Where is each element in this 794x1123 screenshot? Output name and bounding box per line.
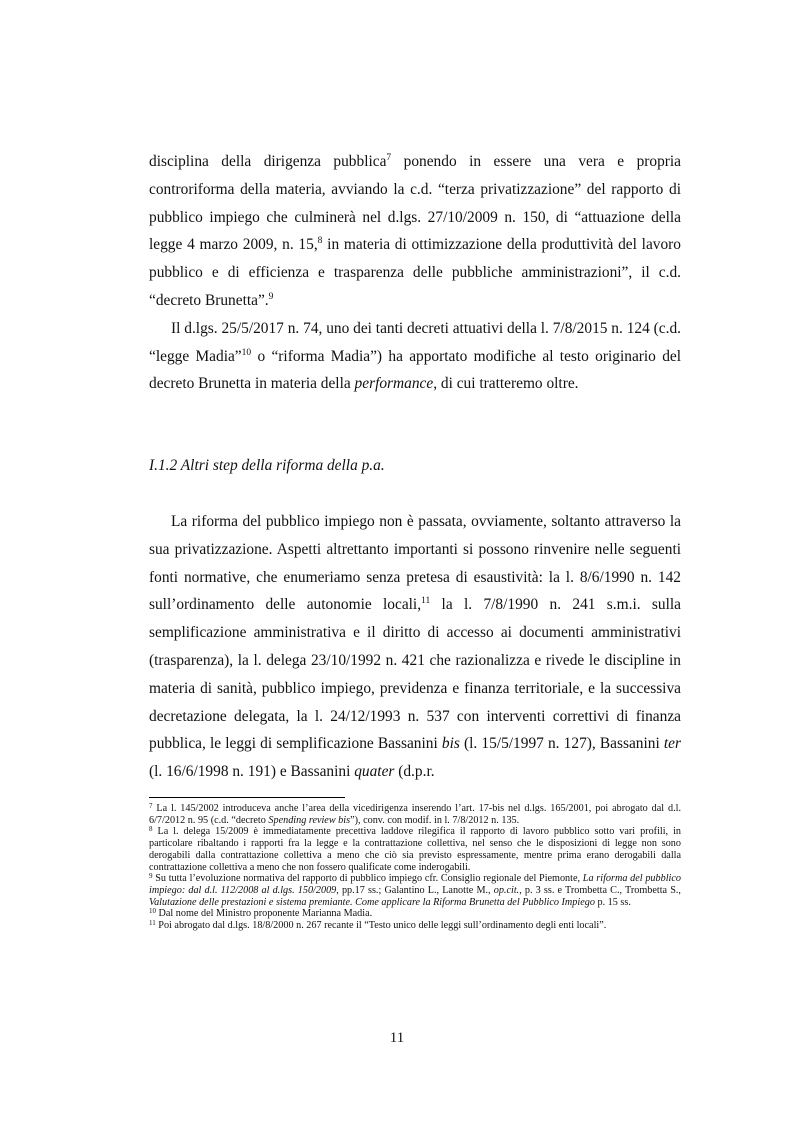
section-heading: I.1.2 Altri step della riforma della p.a. (149, 457, 385, 474)
footnote-8: $^8$ La l. delega 15/2009 è immediatamente precettiva laddove rilegifica il rapporto di lavoro pubblico sotto vari profili, in particolare ribaltando i rapporti fra la legge e la contrattazione collettiva, nel senso che le disposizioni di legge non sono derogabili dalla contrattazione collettiva a meno che ciò sia previsto espressamente, mentre prima erano derogabili dalla contrattazione collettiva a meno che non fossero qualificate come inderogabili. (149, 825, 681, 873)
footnote-ref[interactable]: 8 (317, 236, 323, 247)
footnote-ref[interactable]: 10 (241, 347, 252, 358)
paragraph: Il d.lgs. 25/5/2017 n. 74, uno dei tanti decreti attuativi della l. 7/8/2015 n. 124 (c.d. “legge Madia”$^{10}$ o “riforma Madia”) ha apportato modifiche al testo originario del decreto Brunetta in materia della performance, di cui tratteremo oltre. (149, 319, 681, 393)
footnote-10: $^{10}$ Dal nome del Ministro proponente Marianna Madia. (149, 907, 373, 920)
footnote-9: $^9$ Su tutta l’evoluzione normativa del rapporto di pubblico impiego cfr. Consiglio regionale del Piemonte, La riforma del pubblico impiego: dal d.l. 112/2008 al d.lgs. 150/2009, pp.17 ss.; Galantino L., Lanotte M., op.cit., p. 3 ss. e Trombetta C., Trombetta S., Valutazione delle prestazioni e sistema premiante. Come applicare la Riforma Brunetta del Pubblico Impiego p. 15 ss. (149, 872, 681, 908)
footnote-ref[interactable]: 11 (421, 596, 431, 607)
footnote-11: $^{11}$ Poi abrogato dal d.lgs. 18/8/2000 n. 267 recante il “Testo unico delle leggi sull’ordinamento degli enti locali”. (149, 919, 607, 932)
footnote-7: $^7$ La l. 145/2002 introduceva anche l’area della vicedirigenza inserendo l’art. 17-bis nel d.lgs. 165/2001, poi abrogato dal d.l. 6/7/2012 n. 95 (c.d. “decreto Spending review bis”), conv. con modif. in l. 7/8/2012 n. 135. (149, 802, 681, 826)
footnote-ref[interactable]: 7 (386, 153, 392, 163)
footnote-ref[interactable]: 9 (268, 291, 274, 302)
paragraph: La riforma del pubblico impiego non è passata, ovviamente, soltanto attraverso la sua privatizzazione. Aspetti altrettanto importanti si possono rinvenire nelle seguenti fonti normative, che enumeriamo senza pretesa di esaustività: la l. 8/6/1990 n. 142 sull’ordinamento delle autonomie locali,$^{11}$ la l. 7/8/1990 n. 241 s.m.i. sulla semplificazione amministrativa e il diritto di accesso ai documenti amministrativi (trasparenza), la l. delega 23/10/1992 n. 421 che razionalizza e rivede le discipline in materia di sanità, pubblico impiego, previdenza e finanza territoriale, e la successiva decretazione delegata, la l. 24/12/1993 n. 537 con interventi correttivi di finanza pubblica, le leggi di semplificazione Bassanini bis (l. 15/5/1997 n. 127), Bassanini ter (l. 16/6/1998 n. 191) e Bassanini quater (d.p.r. (149, 513, 681, 781)
footnotes (149, 803, 681, 932)
body-text-top (149, 148, 681, 398)
footnote-divider (149, 797, 345, 798)
body-text-bottom (149, 508, 681, 786)
paragraph: disciplina della dirigenza pubblica$^7$ ponendo in essere una vera e propria controriforma della materia, avviando la c.d. “terza privatizzazione” del rapporto di pubblico impiego che culminerà nel d.lgs. 27/10/2009 n. 150, di “attuazione della legge 4 marzo 2009, n. 15,$^8$ in materia di ottimizzazione della produttività del lavoro pubblico e di efficienza e trasparenza delle pubbliche amministrazioni”, il c.d. “decreto Brunetta”.$^9$ (149, 153, 682, 309)
page-number: 11 (389, 1030, 405, 1046)
